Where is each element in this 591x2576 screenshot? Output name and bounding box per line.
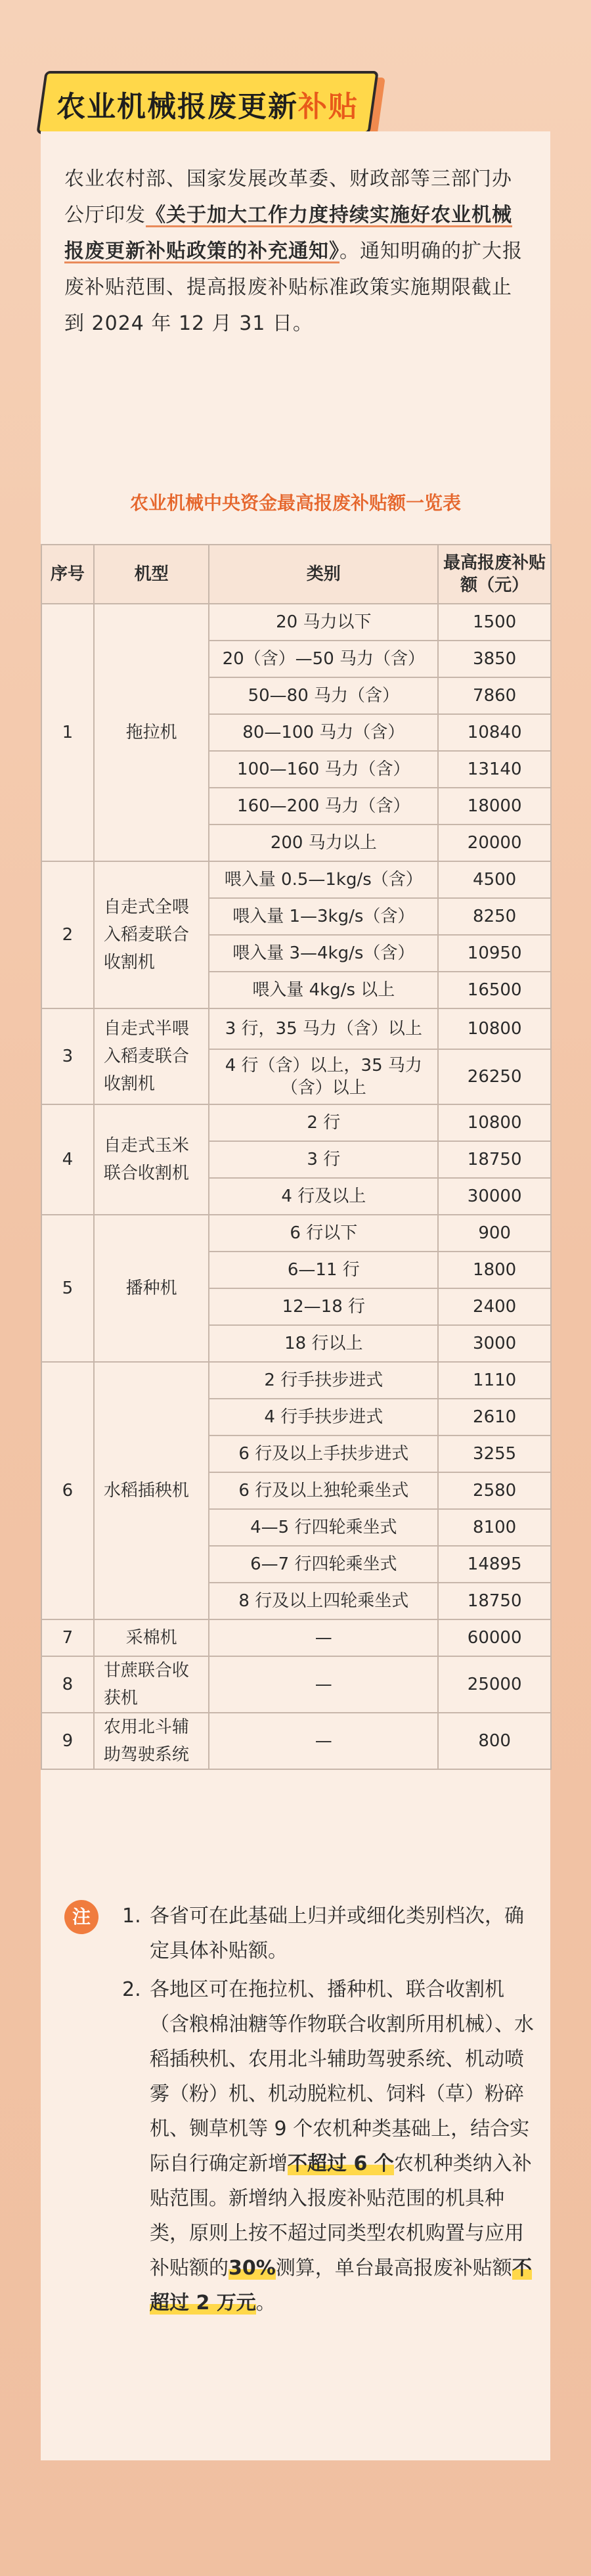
cell-category: 6—11 行 [209,1252,438,1288]
cell-amount: 2580 [438,1472,551,1509]
cell-amount: 20000 [438,825,551,861]
title-main: 农业机械报废更新 [56,90,298,124]
cell-amount: 10840 [438,714,551,751]
note-badge: 注 [64,1900,98,1934]
cell-machine: 自走式玉米联合收割机 [94,1104,209,1215]
cell-machine: 农用北斗辅助驾驶系统 [94,1713,209,1769]
note-text-1: 各省可在此基础上归并或细化类别档次，确定具体补贴额。 [150,1905,524,1962]
table-row [41,1656,551,1713]
cell-no: 5 [41,1215,94,1362]
cell-category: — [209,1656,438,1713]
title-text [56,83,359,125]
intro-paragraph [64,161,524,342]
cell-amount: 16500 [438,972,551,1008]
cell-category: 50—80 马力（含） [209,677,438,714]
cell-amount: 2610 [438,1399,551,1435]
cell-amount: 4500 [438,861,551,898]
cell-amount: 3255 [438,1435,551,1472]
header-no: 序号 [41,545,94,604]
cell-category: 160—200 马力（含） [209,788,438,825]
highlight-max-amount: 不超过 2 万元 [150,2257,532,2315]
title-accent: 补贴 [298,90,359,124]
cell-amount: 1110 [438,1362,551,1399]
cell-amount: 2400 [438,1288,551,1325]
cell-category: 80—100 马力（含） [209,714,438,751]
cell-category: 2 行手扶步进式 [209,1362,438,1399]
header-machine: 机型 [94,545,209,604]
header-amount: 最高报废补贴额（元） [438,545,551,604]
cell-no: 2 [41,861,94,1008]
cell-category: 3 行，35 马力（含）以上 [209,1008,438,1049]
table-row [41,1104,551,1141]
cell-category: 20（含）—50 马力（含） [209,641,438,677]
cell-category: 2 行 [209,1104,438,1141]
cell-machine: 采棉机 [94,1619,209,1656]
cell-amount: 26250 [438,1049,551,1104]
cell-amount: 7860 [438,677,551,714]
cell-no: 1 [41,604,94,861]
table-row [41,1713,551,1769]
table-row [41,1362,551,1399]
cell-machine: 自走式全喂入稻麦联合收割机 [94,861,209,1008]
cell-amount: 1500 [438,604,551,641]
cell-category: 18 行以上 [209,1325,438,1362]
cell-amount: 8100 [438,1509,551,1546]
intro-text-1: 农业农村部、国家发展改革委、财政部等三部门办公厅印发 [64,168,512,227]
cell-category: — [209,1713,438,1769]
note-text-2b: 农机种类纳入补贴范围。新增纳入报废补贴范围的机具种类，原则上按不超过同类型农机购置与应用补贴额的 [150,2152,532,2280]
cell-category: 12—18 行 [209,1288,438,1325]
table-row [41,1215,551,1252]
cell-category: 4 行手扶步进式 [209,1399,438,1435]
note-list [122,1899,536,2324]
cell-no: 7 [41,1619,94,1656]
table-row [41,1008,551,1049]
cell-category: 喂入量 1—3kg/s（含） [209,898,438,935]
table-title: 农业机械中央资金最高报废补贴额一览表 [129,492,461,514]
cell-amount: 30000 [438,1178,551,1215]
cell-machine: 播种机 [94,1215,209,1362]
cell-amount: 25000 [438,1656,551,1713]
cell-category: 6 行及以上手扶步进式 [209,1435,438,1472]
cell-amount: 800 [438,1713,551,1769]
cell-amount: 10950 [438,935,551,972]
cell-amount: 18750 [438,1141,551,1178]
cell-category: 200 马力以上 [209,825,438,861]
cell-category: 3 行 [209,1141,438,1178]
cell-amount: 60000 [438,1619,551,1656]
cell-category: 喂入量 0.5—1kg/s（含） [209,861,438,898]
cell-amount: 3000 [438,1325,551,1362]
highlight-count: 不超过 6 个 [288,2152,394,2175]
highlight-percent: 30% [229,2257,276,2280]
cell-amount: 8250 [438,898,551,935]
document-title-link: 《关于加大工作力度持续实施好农业机械报废更新补贴政策的补充通知》 [64,204,512,263]
cell-category: 100—160 马力（含） [209,751,438,788]
header-category: 类别 [209,545,438,604]
table-row [41,1619,551,1656]
cell-category: 6—7 行四轮乘坐式 [209,1546,438,1583]
cell-category: — [209,1619,438,1656]
cell-amount: 900 [438,1215,551,1252]
cell-machine: 自走式半喂入稻麦联合收割机 [94,1008,209,1104]
note-text-2c: 测算，单台最高报废补贴额 [275,2257,512,2280]
note-number-1: 1. [122,1905,141,1928]
cell-category: 8 行及以上四轮乘坐式 [209,1583,438,1619]
note-item-2 [122,1972,536,2320]
cell-no: 3 [41,1008,94,1104]
note-text-2a: 各地区可在拖拉机、播种机、联合收割机（含粮棉油糖等作物联合收割所用机械）、水稻插秧机、农用北斗辅助驾驶系统、机动喷雾（粉）机、机动脱粒机、饲料（草）粉碎机、铡草机等 9 个农机种类基础上，结合实际自行确定新增 [150,1978,534,2175]
cell-amount: 18750 [438,1583,551,1619]
cell-category: 6 行及以上独轮乘坐式 [209,1472,438,1509]
cell-category: 喂入量 4kg/s 以上 [209,972,438,1008]
note-item-1 [122,1899,536,1968]
cell-category: 4—5 行四轮乘坐式 [209,1509,438,1546]
table-header-row [41,545,551,604]
cell-amount: 10800 [438,1104,551,1141]
cell-amount: 13140 [438,751,551,788]
cell-amount: 10800 [438,1008,551,1049]
note-number-2: 2. [122,1978,141,2001]
note-text-2d: 。 [255,2292,276,2315]
cell-no: 6 [41,1362,94,1619]
intro-text-2: 。通知明确的扩大报废补贴范围、提高报废补贴标准政策实施期限截止到 2024 年 12 月 31 日。 [64,240,523,335]
subsidy-table [41,544,552,1770]
cell-no: 8 [41,1656,94,1713]
cell-machine: 水稻插秧机 [94,1362,209,1619]
cell-category: 喂入量 3—4kg/s（含） [209,935,438,972]
cell-machine: 甘蔗联合收获机 [94,1656,209,1713]
cell-amount: 18000 [438,788,551,825]
cell-amount: 14895 [438,1546,551,1583]
cell-category: 20 马力以下 [209,604,438,641]
table-row [41,861,551,898]
cell-no: 4 [41,1104,94,1215]
cell-category: 4 行及以上 [209,1178,438,1215]
cell-machine: 拖拉机 [94,604,209,861]
cell-amount: 3850 [438,641,551,677]
cell-category: 6 行以下 [209,1215,438,1252]
cell-no: 9 [41,1713,94,1769]
table-row [41,604,551,641]
cell-category: 4 行（含）以上，35 马力（含）以上 [209,1049,438,1104]
cell-amount: 1800 [438,1252,551,1288]
